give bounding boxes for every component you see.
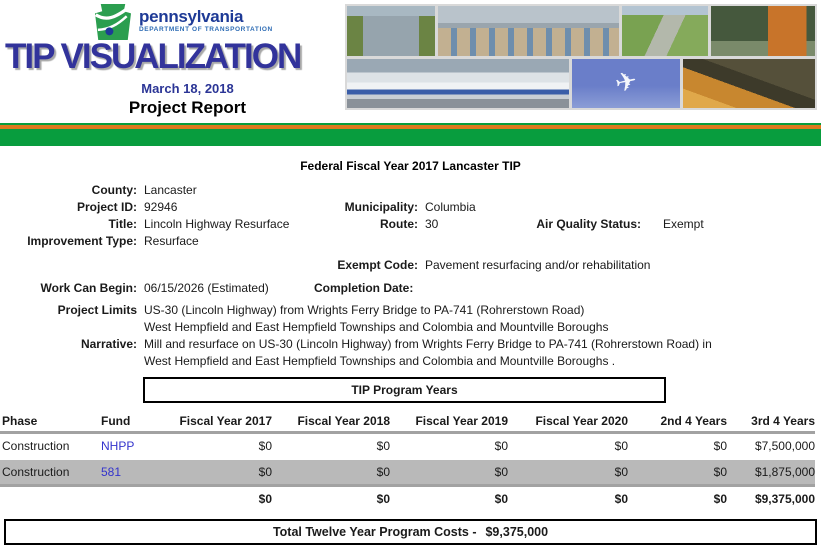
county-row [0, 182, 821, 199]
route-value: 30 [425, 217, 439, 231]
total-fy2019: $0 [390, 486, 508, 512]
table-row [0, 433, 815, 460]
twelve-year-total-value: $9,375,000 [485, 525, 549, 539]
col-fy2020: Fiscal Year 2020 [508, 412, 628, 433]
mountain-road-sunset-photo [683, 59, 815, 109]
project-id-value: 92946 [144, 200, 178, 214]
photo-collage-top-row [347, 6, 815, 56]
table-header-row [0, 412, 815, 433]
narrative-label: Narrative: [80, 337, 137, 351]
col-fy2017: Fiscal Year 2017 [174, 412, 272, 433]
project-limits-line2: West Hempfield and East Hempfield Townships and Colombia and Mountville Boroughs [144, 320, 609, 334]
title-value: Lincoln Highway Resurface [144, 217, 290, 231]
improvement-type-value: Resurface [144, 234, 199, 248]
total-fy2020: $0 [508, 486, 628, 512]
municipality-label: Municipality: [344, 200, 418, 214]
fy2017-cell: $0 [174, 459, 272, 486]
fund-link-581[interactable]: 581 [101, 459, 174, 486]
photo-collage-bottom-row [347, 59, 815, 109]
air-quality-label: Air Quality Status: [536, 217, 641, 231]
twelve-year-total-box [4, 519, 817, 545]
header-separator-bar [0, 123, 821, 146]
county-label: County: [91, 183, 137, 197]
project-limits-line1: US-30 (Lincoln Highway) from Wrights Ferry Bridge to PA-741 (Rohrerstown Road) [144, 303, 585, 317]
project-id-label: Project ID: [76, 200, 137, 214]
report-title: Federal Fiscal Year 2017 Lancaster TIP [300, 159, 521, 173]
penndot-keystone-icon [93, 4, 133, 40]
project-limits-label: Project Limits [57, 303, 137, 317]
table-row [0, 459, 815, 486]
fy2018-cell: $0 [376, 439, 390, 453]
project-limits-row2 [0, 319, 821, 336]
col-phase: Phase [0, 412, 101, 433]
total-second-4-years: $0 [628, 486, 727, 512]
improvement-type-label: Improvement Type: [27, 234, 137, 248]
narrative-line1: Mill and resurface on US-30 (Lincoln Highway) from Wrights Ferry Bridge to PA-741 (Rohrerstown Road) in [144, 337, 712, 351]
third-4-years-cell: $7,500,000 [754, 439, 815, 453]
brand-name: pennsylvania [139, 7, 244, 26]
report-header [0, 0, 821, 123]
fy2017-cell: $0 [258, 439, 272, 453]
photo-collage [345, 4, 817, 110]
rural-highway-photo [622, 6, 708, 56]
report-date: March 18, 2018 [141, 81, 234, 96]
second-4-years-cell: $0 [628, 459, 727, 486]
exempt-code-value: Pavement resurfacing and/or rehabilitation [425, 258, 651, 272]
page-title: TIP VISUALIZATION [5, 37, 301, 76]
col-fy2019: Fiscal Year 2019 [390, 412, 508, 433]
stone-arch-bridge-photo [438, 6, 619, 56]
fund-link-nhpp[interactable]: NHPP [101, 439, 135, 453]
completion-date-label: Completion Date: [314, 281, 414, 295]
project-details [0, 182, 821, 370]
narrative-line2: West Hempfield and East Hempfield Townships and Colombia and Mountville Boroughs . [144, 354, 616, 368]
phase-cell: Construction [2, 439, 70, 453]
fy2018-cell: $0 [272, 459, 390, 486]
work-can-begin-label: Work Can Begin: [40, 281, 137, 295]
brand-subtitle: DEPARTMENT OF TRANSPORTATION [139, 26, 273, 33]
train-signal-photo [711, 6, 815, 56]
narrative-row2 [0, 353, 821, 370]
separator-green-bar [0, 129, 821, 146]
penndot-logo [93, 4, 273, 40]
project-limits-row [0, 302, 821, 319]
municipality-value: Columbia [425, 200, 476, 214]
articulated-bus-photo [347, 59, 569, 109]
route-label: Route: [380, 217, 418, 231]
exempt-code-row [0, 257, 821, 274]
report-subtitle: Project Report [128, 98, 247, 117]
air-quality-value: Exempt [663, 217, 704, 231]
airplane-photo [572, 59, 680, 109]
col-fund: Fund [101, 412, 174, 433]
project-id-row [0, 199, 821, 216]
program-years-table [0, 412, 815, 511]
col-2nd-4-years: 2nd 4 Years [628, 412, 727, 433]
phase-cell: Construction [0, 459, 101, 486]
narrative-row [0, 336, 821, 353]
exempt-code-label: Exempt Code: [337, 258, 418, 272]
col-3rd-4-years: 3rd 4 Years [727, 412, 815, 433]
total-fy2018: $0 [272, 486, 390, 512]
title-row [0, 216, 821, 233]
work-can-begin-row [0, 280, 821, 297]
third-4-years-cell: $1,875,000 [727, 459, 815, 486]
work-can-begin-value: 06/15/2026 (Estimated) [144, 281, 269, 295]
title-label: Title: [108, 217, 137, 231]
fy2020-cell: $0 [508, 459, 628, 486]
fy2019-cell: $0 [390, 459, 508, 486]
tip-program-years-box: TIP Program Years [143, 377, 666, 403]
fy2020-cell: $0 [614, 439, 628, 453]
county-value: Lancaster [144, 183, 197, 197]
table-total-row [0, 486, 815, 512]
highway-photo [347, 6, 435, 56]
fy2019-cell: $0 [494, 439, 508, 453]
twelve-year-total-label: Total Twelve Year Program Costs - [272, 525, 477, 539]
improvement-type-row [0, 233, 821, 250]
second-4-years-cell: $0 [713, 439, 727, 453]
total-fy2017: $0 [174, 486, 272, 512]
col-fy2018: Fiscal Year 2018 [272, 412, 390, 433]
total-third-4-years: $9,375,000 [727, 486, 815, 512]
airplane-icon: ✈ [612, 65, 640, 99]
